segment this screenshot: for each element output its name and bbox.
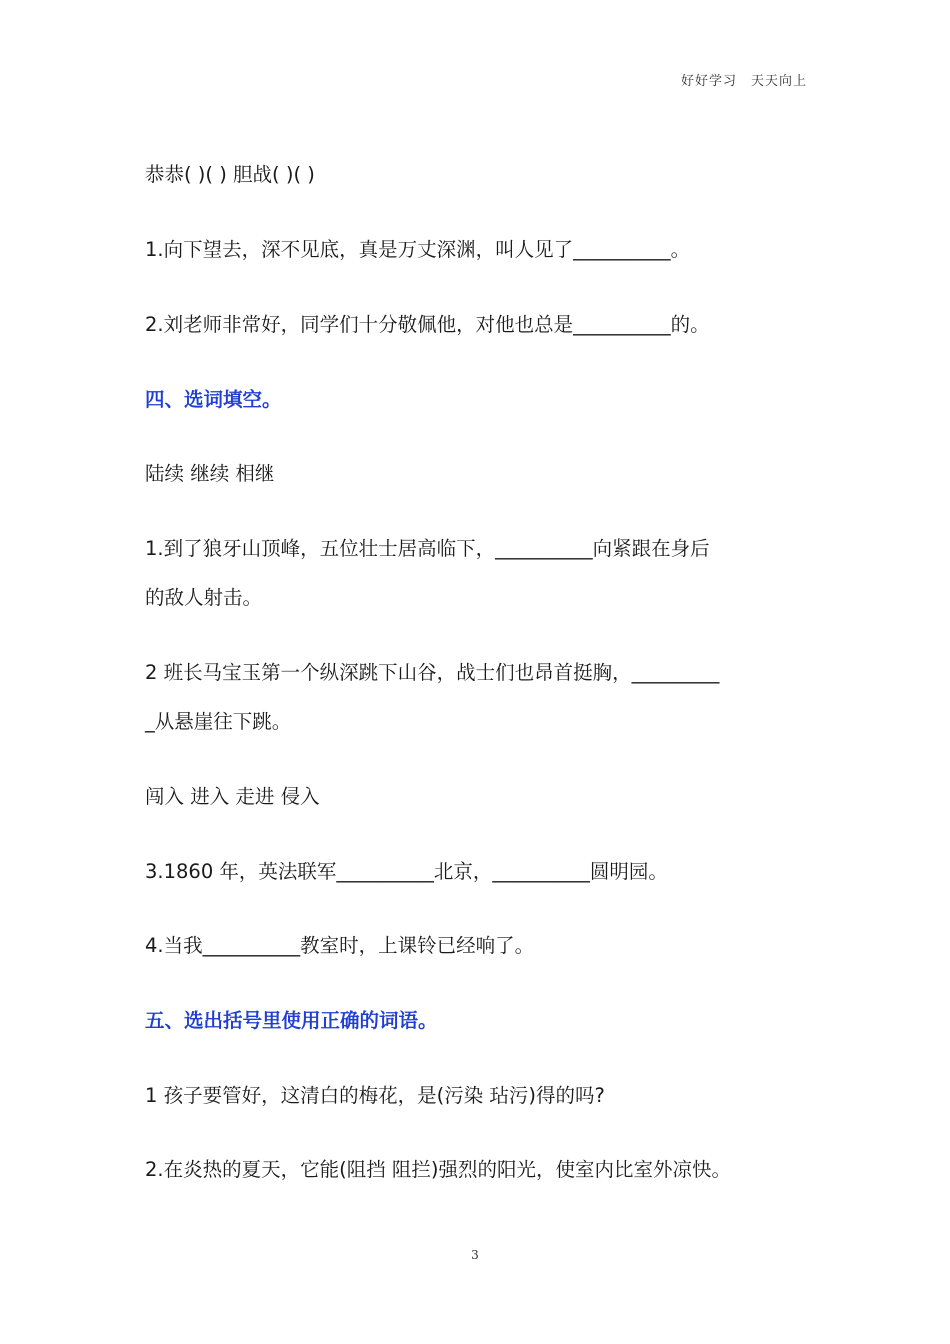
question-line: 3.1860 年，英法联军__________北京，__________圆明园。 xyxy=(145,860,668,883)
page-number: 3 xyxy=(471,1248,479,1262)
section-heading-4: 四、选词填空。 xyxy=(145,388,282,411)
question-line: 4.当我__________教室时，上课铃已经响了。 xyxy=(145,934,535,957)
question-line-continued: _从悬崖往下跳。 xyxy=(145,710,292,733)
page-header: 好好学习 天天向上 xyxy=(680,74,807,89)
question-line-continued: 的敌人射击。 xyxy=(145,586,263,609)
question-line: 1.到了狼牙山顶峰，五位壮士居高临下，__________向紧跟在身后 xyxy=(145,537,710,560)
word-choices-line: 闯入 进入 走进 侵入 xyxy=(145,785,320,808)
question-line: 1 孩子要管好，这清白的梅花，是(污染 玷污)得的吗? xyxy=(145,1084,605,1107)
question-line: 2.刘老师非常好，同学们十分敬佩他，对他也总是__________的。 xyxy=(145,313,710,336)
question-line: 2 班长马宝玉第一个纵深跳下山谷，战士们也昂首挺胸，_________ xyxy=(145,661,720,684)
question-line: 2.在炎热的夏天，它能(阻挡 阻拦)强烈的阳光，使室内比室外凉快。 xyxy=(145,1158,732,1181)
word-choices-line: 陆续 继续 相继 xyxy=(145,462,275,485)
idiom-blanks-line: 恭恭( )( ) 胆战( )( ) xyxy=(145,163,315,186)
question-line: 1.向下望去，深不见底，真是万丈深渊，叫人见了__________。 xyxy=(145,238,691,261)
section-heading-5: 五、选出括号里使用正确的词语。 xyxy=(145,1009,438,1032)
